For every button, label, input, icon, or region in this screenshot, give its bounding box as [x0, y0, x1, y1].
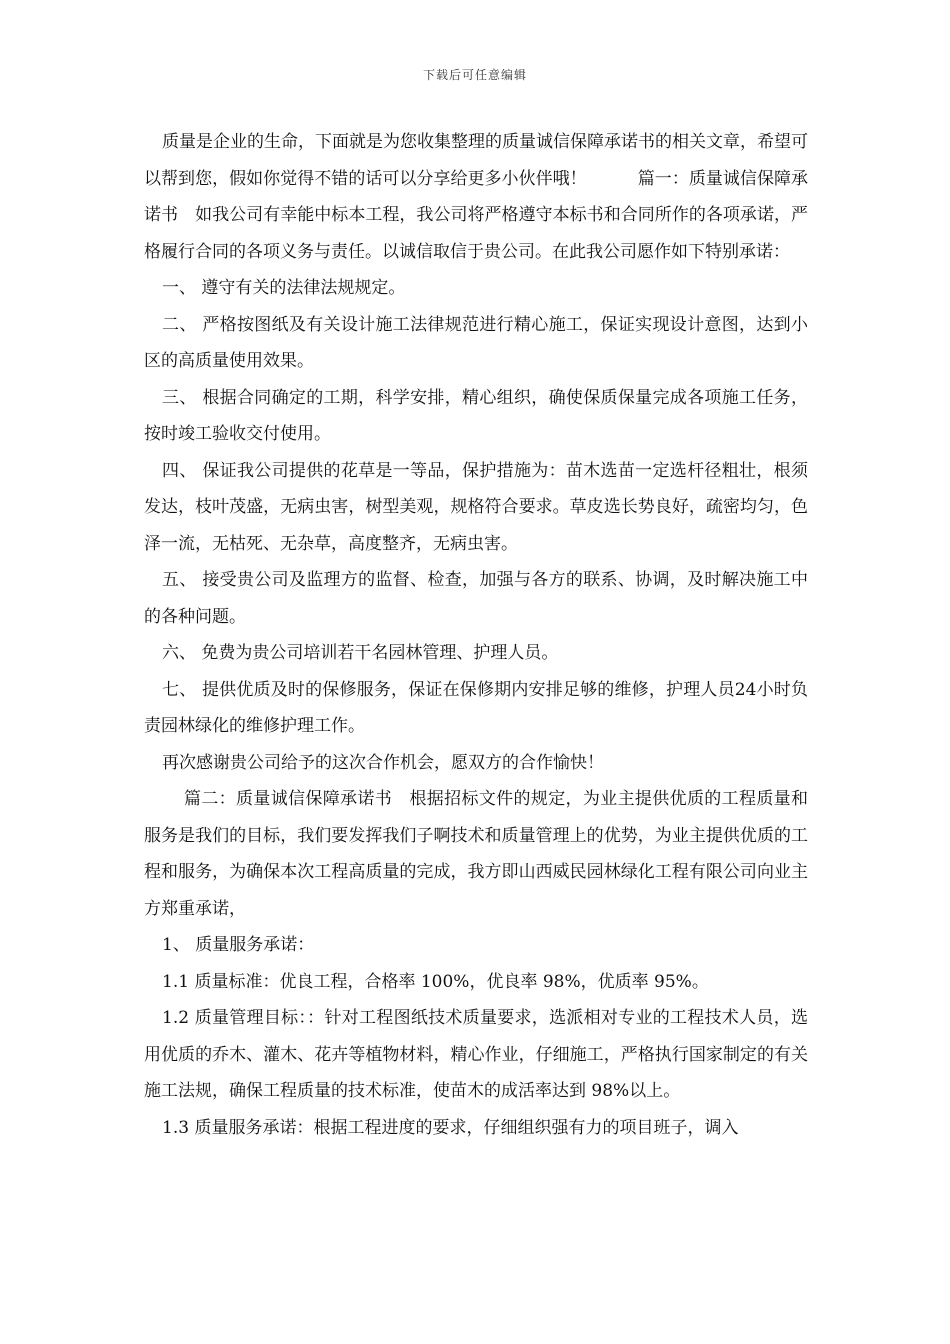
quality-target-item: 1.2 质量管理目标：：针对工程图纸技术质量要求，选派相对专业的工程技术人员，选用优质的乔木、灌木、花卉等植物材料，精心作业，仔细施工，严格执行国家制定的有关施工法规，确保工程质量的技术标准，使苗木的成活率达到 98%以上。 [144, 1008, 808, 1101]
quality-service-heading: 1、 质量服务承诺： [162, 935, 315, 955]
commitment-item-2: 二、 严格按图纸及有关设计施工法律规范进行精心施工，保证实现设计意图，达到小区的高质量使用效果。 [144, 314, 808, 371]
document-body [144, 124, 808, 1146]
quality-standard-item: 1.1 质量标准：优良工程，合格率 100%，优良率 98%，优质率 95%。 [162, 971, 709, 992]
page-header-note: 下载后可任意编辑 [422, 68, 527, 82]
intro-paragraph: 质量是企业的生命，下面就是为您收集整理的质量诚信保障承诺书的相关文章，希望可以帮到您，假如你觉得不错的话可以分享给更多小伙伴哦！ 篇一：质量诚信保障承诺书 如我公司有幸能中标本工程，我公司将严格遵守本标书和合同所作的各项承诺，严格履行合同的各项义务与责任。以诚信取信于贵公司。在此我公司愿作如下特别承诺： [144, 132, 808, 262]
thanks-paragraph: 再次感谢贵公司给予的这次合作机会，愿双方的合作愉快！ [162, 752, 604, 773]
commitment-item-5: 五、 接受贵公司及监理方的监督、检查，加强与各方的联系、协调，及时解决施工中的各种问题。 [144, 570, 808, 627]
commitment-item-7: 七、 提供优质及时的保修服务，保证在保修期内安排足够的维修，护理人员24小时负责园林绿化的维修护理工作。 [144, 679, 808, 736]
quality-service-item: 1.3 质量服务承诺：根据工程进度的要求，仔细组织强有力的项目班子，调入 [162, 1117, 739, 1138]
section-two-paragraph: 篇二：质量诚信保障承诺书 根据招标文件的规定，为业主提供优质的工程质量和服务是我们的目标，我们要发挥我们子啊技术和质量管理上的优势，为业主提供优质的工程和服务，为确保本次工程高质量的完成，我方即山西威民园林绿化工程有限公司向业主方郑重承诺， [144, 789, 808, 919]
commitment-item-4: 四、 保证我公司提供的花草是一等品，保护措施为：苗木选苗一定选杆径粗壮，根须发达，枝叶茂盛，无病虫害，树型美观，规格符合要求。草皮选长势良好，疏密均匀，色泽一流，无枯死、无杂草，高度整齐，无病虫害。 [144, 460, 808, 554]
commitment-item-6: 六、 免费为贵公司培训若干名园林管理、护理人员。 [162, 643, 559, 663]
commitment-item-3: 三、 根据合同确定的工期，科学安排，精心组织，确使保质保量完成各项施工任务，按时竣工验收交付使用。 [144, 387, 808, 444]
commitment-item-1: 一、 遵守有关的法律法规规定。 [162, 278, 406, 298]
